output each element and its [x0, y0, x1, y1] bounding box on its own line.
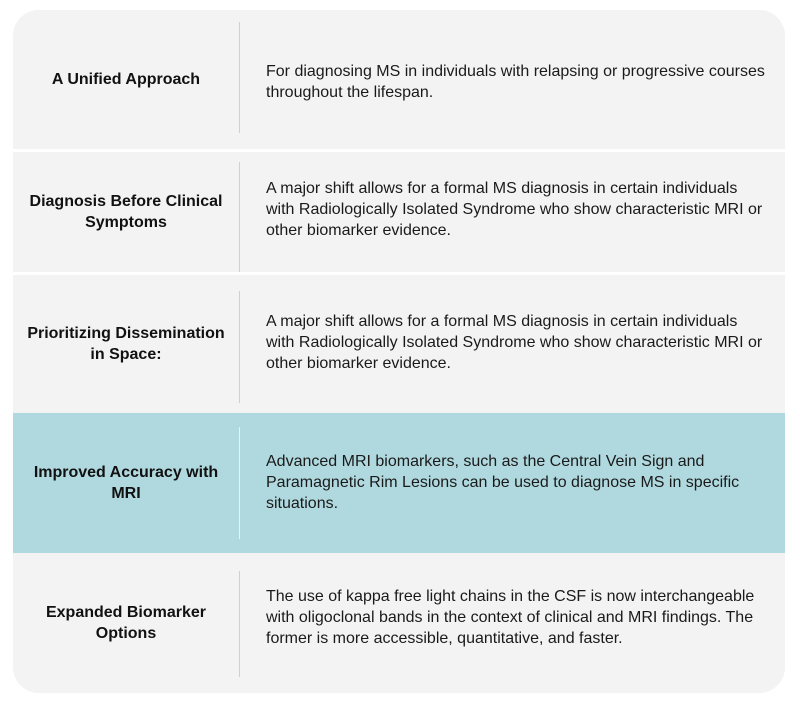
- column-divider: [239, 571, 240, 677]
- table-row: [13, 553, 785, 693]
- criteria-table: [13, 10, 785, 693]
- table-row: [13, 10, 785, 149]
- row-title: Expanded Biomarker Options: [45, 604, 207, 642]
- column-divider: [239, 291, 240, 403]
- row-description: A major shift allows for a formal MS diagnosis in certain individuals with Radiologically Isolated Syndrome who show characteristic MRI or other biomarker evidence.: [266, 313, 763, 372]
- column-divider: [239, 427, 240, 539]
- table-row: [13, 152, 785, 272]
- row-description: For diagnosing MS in individuals with relapsing or progressive courses throughout the lifespan.: [266, 63, 765, 101]
- row-title: Improved Accuracy with MRI: [33, 464, 219, 502]
- row-description: The use of kappa free light chains in the CSF is now interchangeable with oligoclonal bands in the context of clinical and MRI findings. The former is more accessible, quantitative, and faster.: [266, 588, 755, 647]
- column-divider: [239, 22, 240, 133]
- row-title: A Unified Approach: [51, 71, 201, 88]
- row-description: Advanced MRI biomarkers, such as the Central Vein Sign and Paramagnetic Rim Lesions can be used to diagnose MS in specific situations.: [266, 453, 740, 512]
- row-title: Prioritizing Dissemination in Space:: [27, 325, 225, 363]
- table-row-highlighted: [13, 413, 785, 553]
- row-description: A major shift allows for a formal MS diagnosis in certain individuals with Radiologically Isolated Syndrome who show characteristic MRI or other biomarker evidence.: [266, 180, 763, 239]
- row-title: Diagnosis Before Clinical Symptoms: [29, 193, 223, 231]
- table-row: [13, 275, 785, 413]
- column-divider: [239, 162, 240, 272]
